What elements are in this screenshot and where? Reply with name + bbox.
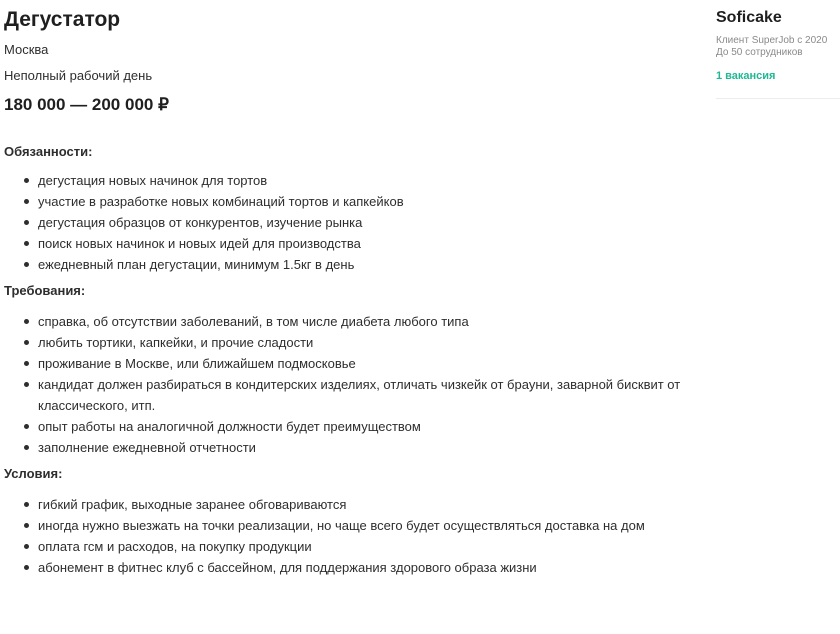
conditions-list xyxy=(4,494,694,578)
vacancy-title: Дегустатор xyxy=(4,8,121,31)
client-since: Клиент SuperJob с 2020 xyxy=(716,35,828,46)
vacancies-link[interactable]: 1 вакансия xyxy=(716,70,776,82)
vacancy-schedule: Неполный рабочий день xyxy=(4,68,153,83)
list-item: опыт работы на аналогичной должности будет преимуществом xyxy=(4,416,694,437)
list-item: любить тортики, капкейки, и прочие сладости xyxy=(4,332,694,353)
company-card xyxy=(716,8,840,83)
list-item: кандидат должен разбираться в кондитерских изделиях, отличать чизкейк от брауни, заварной бисквит от классического, итп. xyxy=(4,374,694,416)
vacancy-city: Москва xyxy=(4,42,49,57)
vacancy-main xyxy=(4,8,694,578)
list-item: иногда нужно выезжать на точки реализации, но чаще всего будет осуществляться доставка на дом xyxy=(4,515,694,536)
duties-heading: Обязанности: xyxy=(4,144,93,159)
list-item: дегустация новых начинок для тортов xyxy=(4,170,694,191)
list-item: заполнение ежедневной отчетности xyxy=(4,437,694,458)
company-size: До 50 сотрудников xyxy=(716,47,803,58)
requirements-heading: Требования: xyxy=(4,283,86,298)
list-item: дегустация образцов от конкурентов, изучение рынка xyxy=(4,212,694,233)
list-item: абонемент в фитнес клуб с бассейном, для поддержания здорового образа жизни xyxy=(4,557,694,578)
duties-list xyxy=(4,170,694,275)
list-item: оплата гсм и расходов, на покупку продукции xyxy=(4,536,694,557)
list-item: проживание в Москве, или ближайшем подмосковье xyxy=(4,353,694,374)
company-name[interactable]: Soficake xyxy=(716,9,782,26)
sidebar-divider xyxy=(716,98,840,99)
list-item: участие в разработке новых комбинаций тортов и капкейков xyxy=(4,191,694,212)
conditions-heading: Условия: xyxy=(4,466,63,481)
requirements-list xyxy=(4,311,694,458)
list-item: справка, об отсутствии заболеваний, в том числе диабета любого типа xyxy=(4,311,694,332)
list-item: гибкий график, выходные заранее обговариваются xyxy=(4,494,694,515)
vacancy-salary: 180 000 — 200 000 ₽ xyxy=(4,95,169,114)
list-item: ежедневный план дегустации, минимум 1.5кг в день xyxy=(4,254,694,275)
list-item: поиск новых начинок и новых идей для производства xyxy=(4,233,694,254)
